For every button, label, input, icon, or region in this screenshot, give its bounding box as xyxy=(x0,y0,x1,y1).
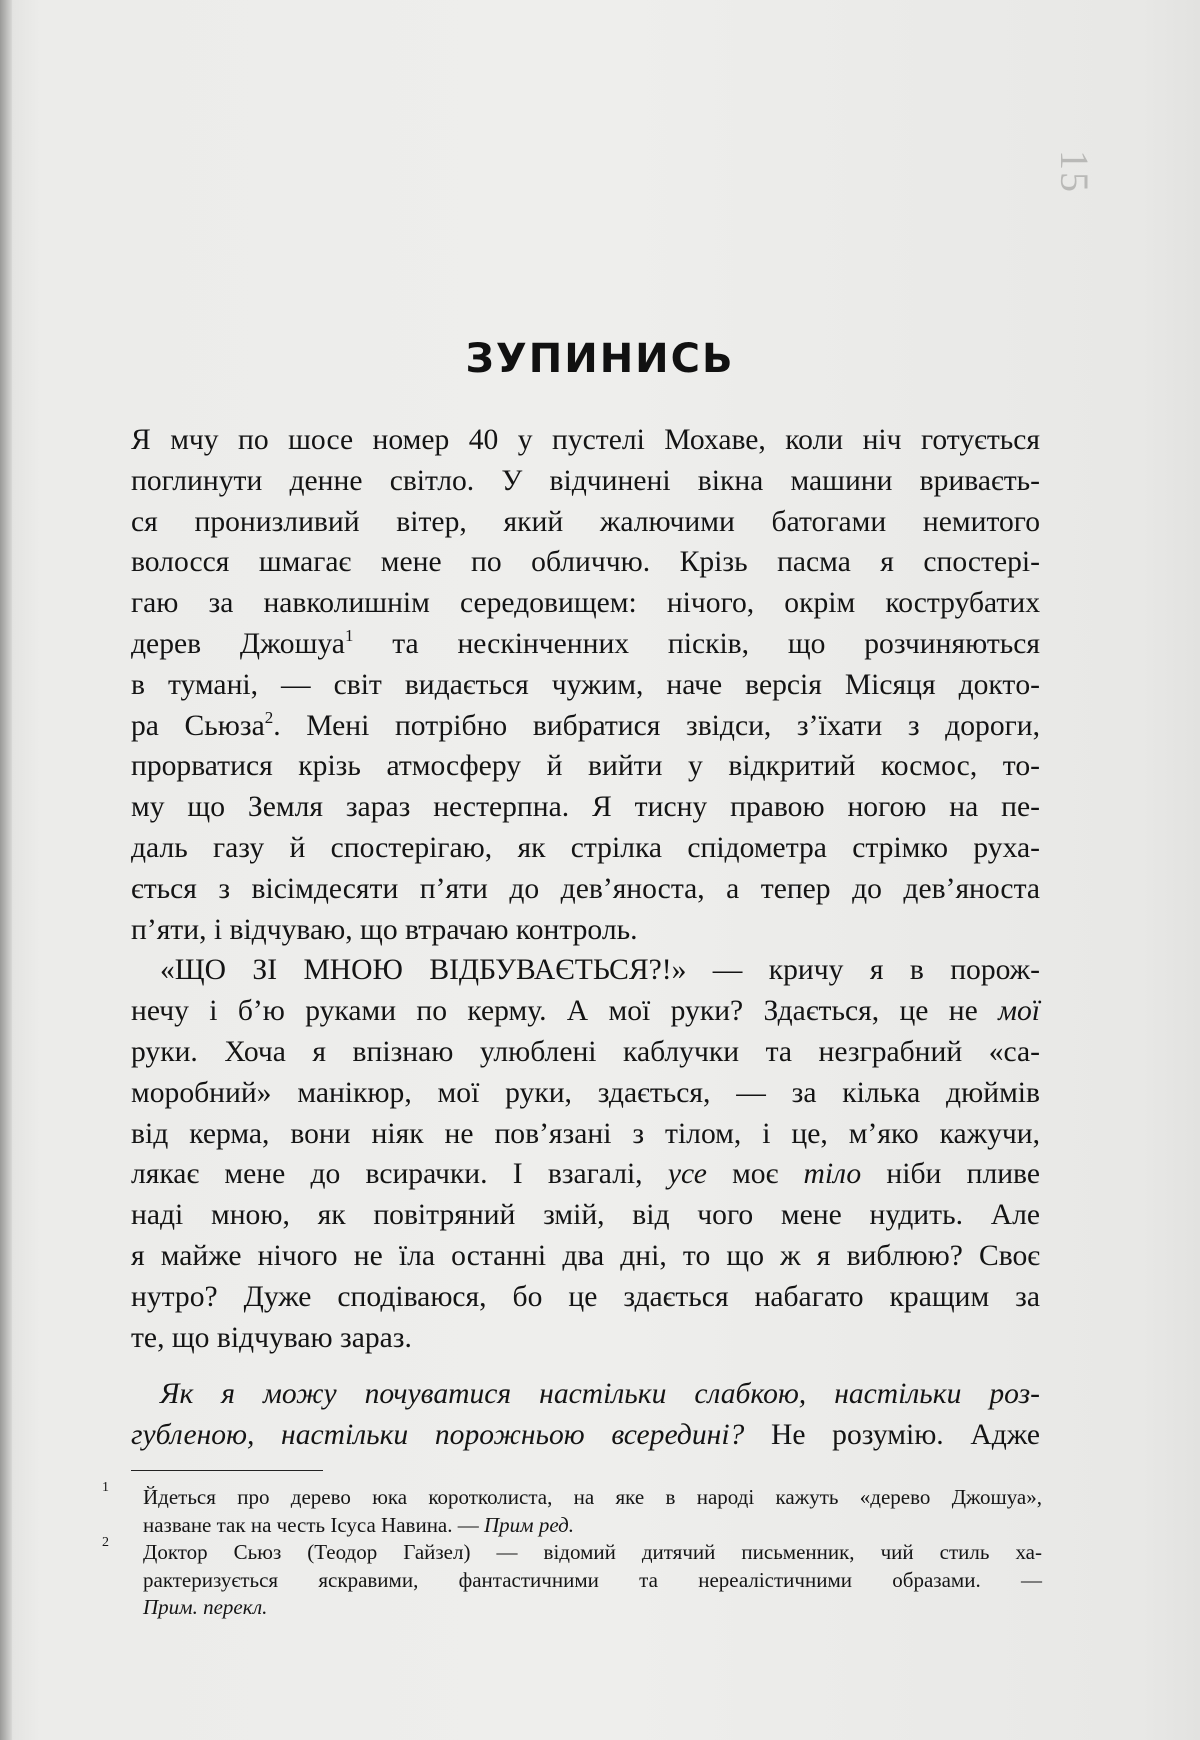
chapter-title: ЗУПИНИСЬ xyxy=(465,336,735,382)
footnote-marker-1: 1 xyxy=(344,626,354,646)
footnote-line: Йдеться про дерево юка коротколиста, на яке в народі кажуть «дерево Джошуа», xyxy=(143,1485,1042,1509)
footnote-number: 1 xyxy=(102,1480,109,1495)
italic-emphasis: Прим. перекл. xyxy=(143,1595,268,1619)
footnote-marker-2: 2 xyxy=(264,707,274,727)
text-line: гаю за навколишнім середовищем: нічого, окрім кострубатих xyxy=(131,587,1040,620)
text-segment: та нескінченних пісків, що розчиняються xyxy=(353,627,1040,660)
text-line: я майже нічого не їла останні два дні, то що ж я виблюю? Своє xyxy=(131,1239,1040,1272)
footnote-divider xyxy=(131,1470,323,1471)
footnote-2 xyxy=(102,1535,1042,1622)
italic-emphasis: Прим ред. xyxy=(484,1512,575,1537)
text-line: му що Земля зараз нестерпна. Я тисну правою ногою на пе- xyxy=(131,791,1040,824)
italic-emphasis: Як я можу почуватися настільки слабкою, настільки роз- xyxy=(160,1378,1040,1411)
text-segment: дерев Джошуа xyxy=(131,627,345,660)
text-line: волосся шмагає мене по обличчю. Крізь пасма я спостері- xyxy=(131,546,1040,579)
binding-shadow xyxy=(0,0,12,1740)
footnote-number: 2 xyxy=(102,1535,109,1550)
text-line: ється з вісімдесяти п’яти до дев’яноста, а тепер до дев’яноста xyxy=(131,872,1040,905)
text-line: наді мною, як повітряний змій, від чого мене нудить. Але xyxy=(131,1199,1040,1232)
text-line: даль газу й спостерігаю, як стрілка спідометра стрімко руха- xyxy=(131,831,1040,864)
text-segment: ра Сьюза xyxy=(131,709,265,742)
footnote-line: Доктор Сьюз (Теодор Гайзел) — відомий дитячий письменник, чий стиль ха- xyxy=(143,1540,1042,1564)
footnotes xyxy=(102,1480,1042,1622)
text-line: руки. Хоча я впізнаю улюблені каблучки та незграбний «са- xyxy=(131,1035,1040,1068)
text-segment: лякає мене до всирачки. І взагалі, xyxy=(131,1158,668,1191)
italic-emphasis: усе xyxy=(667,1158,707,1191)
text-line xyxy=(131,1415,1040,1456)
text-line: в тумані, — світ видається чужим, наче версія Місяця доктo- xyxy=(131,668,1040,701)
page-number: 15 xyxy=(1052,150,1097,194)
text-line xyxy=(131,706,1040,747)
text-line: п’яти, і відчуваю, що втрачаю контроль. xyxy=(131,913,638,946)
text-line: «ЩО ЗІ МНОЮ ВІДБУВАЄТЬСЯ?!» — кричу я в порож- xyxy=(160,954,1040,987)
text-line: нутро? Дуже сподіваюся, бо це здається набагато кращим за xyxy=(131,1280,1040,1313)
text-segment: нечу і б’ю руками по керму. А мої руки? Здається, це не xyxy=(131,995,999,1028)
text-line: моробний» манікюр, мої руки, здається, — за кілька дюймів xyxy=(131,1076,1040,1109)
text-line xyxy=(131,991,1040,1032)
text-line xyxy=(131,1374,1040,1415)
text-line: від керма, вони ніяк не пов’язані з тілом, і це, м’яко кажучи, xyxy=(131,1117,1040,1150)
text-segment: моє xyxy=(706,1158,804,1191)
footnote-line xyxy=(143,1512,1042,1540)
text-line xyxy=(131,624,1040,665)
text-line: прорватися крізь атмосферу й вийти у відкритий космос, то- xyxy=(131,750,1040,783)
text-segment: Не розумію. Адже xyxy=(744,1419,1040,1452)
text-line: поглинути денне світло. У відчинені вікна машини вриваєть- xyxy=(131,464,1040,497)
text-segment: ніби пливе xyxy=(861,1158,1040,1191)
footnote-1 xyxy=(102,1480,1042,1539)
italic-emphasis: губленою, настільки порожньою всередині? xyxy=(131,1419,745,1452)
text-segment: назване так на честь Ісуса Навина. — xyxy=(143,1512,485,1537)
footnote-line xyxy=(143,1594,1042,1622)
italic-emphasis: мої xyxy=(998,995,1040,1028)
body-text xyxy=(131,420,1040,1456)
text-segment: . Мені потрібно вибратися звідси, з’їхати з дороги, xyxy=(273,709,1040,742)
text-line xyxy=(131,1154,1040,1195)
footnote-line: рактеризується яскравими, фантастичними та нереалістичними образами. — xyxy=(143,1567,1042,1592)
text-line: те, що відчуваю зараз. xyxy=(131,1321,412,1354)
text-line: Я мчу по шосе номер 40 у пустелі Мохаве, коли ніч готується xyxy=(131,424,1040,456)
italic-emphasis: тіло xyxy=(803,1158,862,1191)
text-line: ся пронизливий вітер, який жалючими батогами немитого xyxy=(131,505,1040,538)
